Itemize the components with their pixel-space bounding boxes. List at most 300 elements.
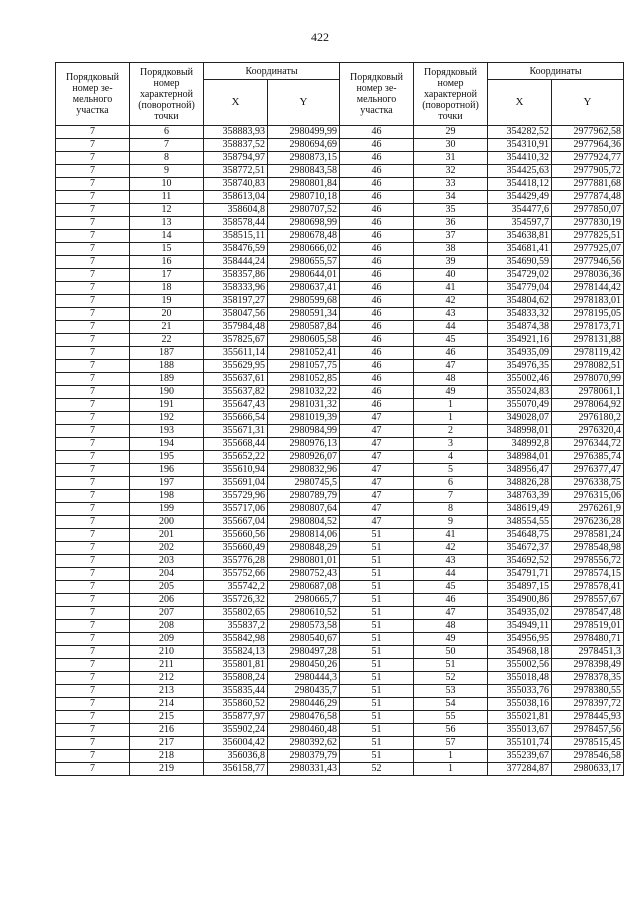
cell-land-no-right: 46	[340, 386, 414, 399]
cell-y-left: 2980446,29	[268, 698, 340, 711]
table-row	[56, 308, 624, 321]
cell-y-left: 2980665,7	[268, 594, 340, 607]
table-row	[56, 763, 624, 776]
cell-land-no-right: 51	[340, 633, 414, 646]
cell-y-left: 2980984,99	[268, 425, 340, 438]
cell-y-left: 2980379,79	[268, 750, 340, 763]
table-row	[56, 750, 624, 763]
cell-point-no-left: 7	[130, 139, 204, 152]
cell-y-right: 2978581,24	[552, 529, 624, 542]
cell-y-right: 2977964,36	[552, 139, 624, 152]
cell-point-no-right: 43	[414, 308, 488, 321]
cell-y-right: 2977925,07	[552, 243, 624, 256]
cell-point-no-left: 217	[130, 737, 204, 750]
cell-x-right: 355070,49	[488, 399, 552, 412]
cell-land-no-left: 7	[56, 711, 130, 724]
cell-x-left: 355902,24	[204, 724, 268, 737]
table-row	[56, 152, 624, 165]
cell-x-left: 358357,86	[204, 269, 268, 282]
cell-y-right: 2978195,05	[552, 308, 624, 321]
cell-land-no-right: 51	[340, 594, 414, 607]
cell-point-no-right: 34	[414, 191, 488, 204]
cell-x-right: 354648,75	[488, 529, 552, 542]
cell-x-left: 358794,97	[204, 152, 268, 165]
cell-point-no-right: 6	[414, 477, 488, 490]
table-body	[56, 126, 624, 776]
cell-land-no-left: 7	[56, 659, 130, 672]
cell-land-no-left: 7	[56, 724, 130, 737]
cell-y-right: 2977946,56	[552, 256, 624, 269]
header-x-left: X	[204, 80, 268, 126]
table-row	[56, 399, 624, 412]
cell-x-left: 355752,66	[204, 568, 268, 581]
cell-x-left: 355637,82	[204, 386, 268, 399]
cell-x-left: 356004,42	[204, 737, 268, 750]
cell-y-left: 2980610,52	[268, 607, 340, 620]
cell-x-right: 354690,59	[488, 256, 552, 269]
cell-x-left: 355776,28	[204, 555, 268, 568]
cell-y-left: 2980745,5	[268, 477, 340, 490]
cell-y-left: 2980444,3	[268, 672, 340, 685]
cell-y-left: 2980801,84	[268, 178, 340, 191]
cell-land-no-left: 7	[56, 334, 130, 347]
cell-y-right: 2978515,45	[552, 737, 624, 750]
cell-y-right: 2978548,98	[552, 542, 624, 555]
cell-y-right: 2978557,67	[552, 594, 624, 607]
cell-land-no-right: 51	[340, 620, 414, 633]
cell-land-no-left: 7	[56, 542, 130, 555]
cell-land-no-left: 7	[56, 308, 130, 321]
cell-x-left: 355666,54	[204, 412, 268, 425]
cell-land-no-left: 7	[56, 477, 130, 490]
cell-x-right: 354833,32	[488, 308, 552, 321]
cell-x-right: 355038,16	[488, 698, 552, 711]
cell-x-right: 354425,63	[488, 165, 552, 178]
cell-y-right: 2978082,51	[552, 360, 624, 373]
cell-x-left: 355667,04	[204, 516, 268, 529]
table-row	[56, 438, 624, 451]
cell-land-no-right: 47	[340, 412, 414, 425]
cell-point-no-left: 14	[130, 230, 204, 243]
cell-y-left: 2980807,64	[268, 503, 340, 516]
cell-land-no-left: 7	[56, 425, 130, 438]
cell-y-left: 2980573,58	[268, 620, 340, 633]
cell-y-left: 2980599,68	[268, 295, 340, 308]
cell-x-right: 355018,48	[488, 672, 552, 685]
cell-y-left: 2980644,01	[268, 269, 340, 282]
cell-x-left: 355835,44	[204, 685, 268, 698]
cell-point-no-right: 47	[414, 607, 488, 620]
cell-x-right: 354429,49	[488, 191, 552, 204]
cell-point-no-right: 1	[414, 412, 488, 425]
cell-point-no-left: 207	[130, 607, 204, 620]
cell-land-no-left: 7	[56, 490, 130, 503]
cell-x-right: 348984,01	[488, 451, 552, 464]
cell-x-right: 354779,04	[488, 282, 552, 295]
cell-point-no-right: 1	[414, 750, 488, 763]
cell-x-right: 354681,41	[488, 243, 552, 256]
cell-point-no-right: 56	[414, 724, 488, 737]
cell-x-left: 355610,94	[204, 464, 268, 477]
cell-y-left: 2981052,85	[268, 373, 340, 386]
cell-land-no-left: 7	[56, 503, 130, 516]
header-point-no-right: Порядковый номер характерной (поворотной) точки	[414, 63, 488, 126]
cell-y-right: 2978398,49	[552, 659, 624, 672]
cell-point-no-left: 213	[130, 685, 204, 698]
cell-y-right: 2978144,42	[552, 282, 624, 295]
cell-land-no-left: 7	[56, 646, 130, 659]
cell-point-no-left: 218	[130, 750, 204, 763]
cell-y-right: 2978519,01	[552, 620, 624, 633]
cell-y-left: 2980605,58	[268, 334, 340, 347]
cell-point-no-left: 201	[130, 529, 204, 542]
cell-point-no-right: 53	[414, 685, 488, 698]
table-row	[56, 334, 624, 347]
cell-x-left: 355742,2	[204, 581, 268, 594]
cell-land-no-right: 46	[340, 373, 414, 386]
header-y-right: Y	[552, 80, 624, 126]
cell-point-no-right: 1	[414, 399, 488, 412]
cell-x-right: 377284,87	[488, 763, 552, 776]
cell-y-right: 2976377,47	[552, 464, 624, 477]
cell-x-right: 355002,46	[488, 373, 552, 386]
table-row	[56, 685, 624, 698]
cell-x-right: 348956,47	[488, 464, 552, 477]
table-row	[56, 321, 624, 334]
cell-point-no-left: 18	[130, 282, 204, 295]
cell-point-no-right: 42	[414, 295, 488, 308]
cell-point-no-right: 9	[414, 516, 488, 529]
cell-point-no-left: 219	[130, 763, 204, 776]
cell-point-no-left: 191	[130, 399, 204, 412]
cell-land-no-left: 7	[56, 555, 130, 568]
cell-y-right: 2978445,93	[552, 711, 624, 724]
cell-point-no-right: 39	[414, 256, 488, 269]
cell-x-right: 354804,62	[488, 295, 552, 308]
cell-y-right: 2976315,06	[552, 490, 624, 503]
cell-land-no-right: 46	[340, 269, 414, 282]
cell-x-left: 358476,59	[204, 243, 268, 256]
cell-land-no-right: 46	[340, 178, 414, 191]
table-row	[56, 243, 624, 256]
cell-point-no-right: 48	[414, 373, 488, 386]
cell-point-no-left: 21	[130, 321, 204, 334]
cell-land-no-left: 7	[56, 360, 130, 373]
cell-y-left: 2981031,32	[268, 399, 340, 412]
cell-land-no-left: 7	[56, 451, 130, 464]
cell-x-left: 358604,8	[204, 204, 268, 217]
cell-y-left: 2980814,06	[268, 529, 340, 542]
cell-x-right: 354282,52	[488, 126, 552, 139]
cell-y-left: 2980698,99	[268, 217, 340, 230]
table-row	[56, 529, 624, 542]
table-row	[56, 230, 624, 243]
cell-x-right: 354692,52	[488, 555, 552, 568]
cell-y-left: 2980926,07	[268, 451, 340, 464]
cell-x-right: 348998,01	[488, 425, 552, 438]
cell-land-no-right: 51	[340, 646, 414, 659]
table-row	[56, 425, 624, 438]
cell-x-right: 349028,07	[488, 412, 552, 425]
cell-point-no-right: 48	[414, 620, 488, 633]
table-row	[56, 139, 624, 152]
cell-x-left: 358837,52	[204, 139, 268, 152]
cell-point-no-left: 202	[130, 542, 204, 555]
cell-x-left: 355611,14	[204, 347, 268, 360]
cell-land-no-right: 47	[340, 425, 414, 438]
cell-point-no-right: 5	[414, 464, 488, 477]
cell-point-no-right: 54	[414, 698, 488, 711]
cell-point-no-right: 33	[414, 178, 488, 191]
cell-x-left: 358333,96	[204, 282, 268, 295]
cell-land-no-left: 7	[56, 347, 130, 360]
cell-point-no-right: 45	[414, 581, 488, 594]
cell-land-no-right: 46	[340, 334, 414, 347]
cell-land-no-right: 46	[340, 308, 414, 321]
cell-x-left: 355837,2	[204, 620, 268, 633]
cell-point-no-right: 41	[414, 529, 488, 542]
cell-x-left: 355877,97	[204, 711, 268, 724]
cell-point-no-left: 192	[130, 412, 204, 425]
cell-y-right: 2977881,68	[552, 178, 624, 191]
cell-x-left: 355668,44	[204, 438, 268, 451]
cell-point-no-left: 197	[130, 477, 204, 490]
cell-y-left: 2980848,29	[268, 542, 340, 555]
cell-land-no-left: 7	[56, 386, 130, 399]
cell-x-left: 355801,81	[204, 659, 268, 672]
cell-y-right: 2977905,72	[552, 165, 624, 178]
cell-land-no-right: 51	[340, 581, 414, 594]
cell-land-no-left: 7	[56, 139, 130, 152]
cell-x-right: 354956,95	[488, 633, 552, 646]
cell-y-left: 2980976,13	[268, 438, 340, 451]
cell-x-right: 354310,91	[488, 139, 552, 152]
cell-land-no-left: 7	[56, 737, 130, 750]
cell-y-left: 2981057,75	[268, 360, 340, 373]
cell-point-no-left: 193	[130, 425, 204, 438]
cell-land-no-right: 47	[340, 516, 414, 529]
cell-x-left: 355647,43	[204, 399, 268, 412]
cell-land-no-left: 7	[56, 581, 130, 594]
header-land-no-left: Порядковый номер зе-мельного участка	[56, 63, 130, 126]
table-row	[56, 581, 624, 594]
table-row	[56, 737, 624, 750]
cell-y-left: 2980694,69	[268, 139, 340, 152]
table-row	[56, 191, 624, 204]
cell-land-no-left: 7	[56, 438, 130, 451]
cell-x-left: 358047,56	[204, 308, 268, 321]
cell-point-no-left: 214	[130, 698, 204, 711]
cell-x-left: 355726,32	[204, 594, 268, 607]
cell-land-no-left: 7	[56, 698, 130, 711]
table-row	[56, 347, 624, 360]
cell-y-right: 2978578,41	[552, 581, 624, 594]
cell-point-no-left: 6	[130, 126, 204, 139]
cell-x-left: 358883,93	[204, 126, 268, 139]
cell-y-left: 2980476,58	[268, 711, 340, 724]
cell-land-no-right: 51	[340, 711, 414, 724]
cell-land-no-right: 46	[340, 282, 414, 295]
table-row	[56, 282, 624, 295]
cell-land-no-left: 7	[56, 126, 130, 139]
cell-x-left: 358444,24	[204, 256, 268, 269]
table-row	[56, 659, 624, 672]
cell-point-no-left: 11	[130, 191, 204, 204]
cell-point-no-right: 35	[414, 204, 488, 217]
cell-point-no-left: 199	[130, 503, 204, 516]
cell-y-right: 2978061,1	[552, 386, 624, 399]
cell-x-right: 354672,37	[488, 542, 552, 555]
cell-point-no-left: 198	[130, 490, 204, 503]
cell-x-left: 355637,61	[204, 373, 268, 386]
table-row	[56, 477, 624, 490]
cell-land-no-right: 46	[340, 295, 414, 308]
cell-x-left: 358740,83	[204, 178, 268, 191]
cell-point-no-right: 30	[414, 139, 488, 152]
coordinates-table	[55, 62, 624, 776]
cell-land-no-left: 7	[56, 594, 130, 607]
cell-land-no-right: 46	[340, 360, 414, 373]
cell-point-no-right: 40	[414, 269, 488, 282]
cell-land-no-left: 7	[56, 230, 130, 243]
cell-x-left: 358197,27	[204, 295, 268, 308]
cell-land-no-right: 51	[340, 698, 414, 711]
cell-y-left: 2980499,99	[268, 126, 340, 139]
cell-land-no-left: 7	[56, 256, 130, 269]
cell-y-left: 2980710,18	[268, 191, 340, 204]
cell-point-no-right: 32	[414, 165, 488, 178]
cell-x-right: 354410,32	[488, 152, 552, 165]
cell-land-no-left: 7	[56, 217, 130, 230]
cell-x-right: 355021,81	[488, 711, 552, 724]
cell-point-no-left: 190	[130, 386, 204, 399]
cell-x-left: 356158,77	[204, 763, 268, 776]
cell-y-right: 2978457,56	[552, 724, 624, 737]
cell-point-no-left: 212	[130, 672, 204, 685]
cell-land-no-right: 51	[340, 607, 414, 620]
cell-point-no-right: 36	[414, 217, 488, 230]
cell-point-no-left: 188	[130, 360, 204, 373]
cell-point-no-left: 215	[130, 711, 204, 724]
cell-y-right: 2976338,75	[552, 477, 624, 490]
header-y-left: Y	[268, 80, 340, 126]
cell-y-left: 2980832,96	[268, 464, 340, 477]
cell-x-left: 355717,06	[204, 503, 268, 516]
cell-y-left: 2980331,43	[268, 763, 340, 776]
cell-x-right: 355101,74	[488, 737, 552, 750]
cell-point-no-right: 4	[414, 451, 488, 464]
cell-land-no-right: 46	[340, 347, 414, 360]
cell-point-no-left: 19	[130, 295, 204, 308]
cell-land-no-right: 46	[340, 256, 414, 269]
cell-land-no-right: 51	[340, 542, 414, 555]
cell-point-no-right: 38	[414, 243, 488, 256]
cell-land-no-right: 47	[340, 503, 414, 516]
cell-x-left: 355824,13	[204, 646, 268, 659]
table-row	[56, 217, 624, 230]
cell-point-no-left: 22	[130, 334, 204, 347]
cell-point-no-right: 44	[414, 568, 488, 581]
table-row	[56, 360, 624, 373]
cell-y-right: 2977962,58	[552, 126, 624, 139]
table-row	[56, 646, 624, 659]
cell-point-no-left: 17	[130, 269, 204, 282]
cell-land-no-left: 7	[56, 464, 130, 477]
cell-point-no-left: 206	[130, 594, 204, 607]
cell-y-right: 2976385,74	[552, 451, 624, 464]
cell-land-no-right: 47	[340, 490, 414, 503]
cell-point-no-right: 29	[414, 126, 488, 139]
cell-land-no-left: 7	[56, 269, 130, 282]
cell-point-no-right: 49	[414, 386, 488, 399]
cell-point-no-right: 7	[414, 490, 488, 503]
cell-land-no-left: 7	[56, 321, 130, 334]
cell-x-right: 355013,67	[488, 724, 552, 737]
cell-land-no-right: 51	[340, 659, 414, 672]
table-row	[56, 516, 624, 529]
cell-point-no-right: 47	[414, 360, 488, 373]
header-point-no-left: Порядковый номер характерной (поворотной) точки	[130, 63, 204, 126]
header-coords-right: Координаты	[488, 63, 624, 80]
table-row	[56, 698, 624, 711]
cell-y-left: 2980804,52	[268, 516, 340, 529]
cell-y-left: 2981032,22	[268, 386, 340, 399]
cell-y-left: 2980687,08	[268, 581, 340, 594]
cell-land-no-right: 51	[340, 529, 414, 542]
cell-y-left: 2980707,52	[268, 204, 340, 217]
cell-land-no-right: 46	[340, 399, 414, 412]
cell-y-left: 2980843,58	[268, 165, 340, 178]
cell-point-no-right: 43	[414, 555, 488, 568]
cell-y-left: 2980392,62	[268, 737, 340, 750]
cell-land-no-left: 7	[56, 633, 130, 646]
cell-point-no-right: 8	[414, 503, 488, 516]
cell-point-no-left: 12	[130, 204, 204, 217]
table-row	[56, 672, 624, 685]
cell-y-right: 2977874,48	[552, 191, 624, 204]
header-coords-left: Координаты	[204, 63, 340, 80]
cell-y-right: 2977924,77	[552, 152, 624, 165]
table-row	[56, 269, 624, 282]
cell-point-no-left: 15	[130, 243, 204, 256]
header-land-no-right: Порядковый номер зе-мельного участка	[340, 63, 414, 126]
cell-land-no-left: 7	[56, 750, 130, 763]
cell-land-no-left: 7	[56, 204, 130, 217]
cell-y-right: 2976344,72	[552, 438, 624, 451]
cell-land-no-left: 7	[56, 191, 130, 204]
cell-x-right: 348992,8	[488, 438, 552, 451]
cell-point-no-right: 49	[414, 633, 488, 646]
cell-x-right: 355024,83	[488, 386, 552, 399]
cell-point-no-right: 57	[414, 737, 488, 750]
cell-land-no-right: 47	[340, 451, 414, 464]
cell-y-right: 2978131,88	[552, 334, 624, 347]
cell-point-no-left: 204	[130, 568, 204, 581]
cell-point-no-left: 20	[130, 308, 204, 321]
cell-land-no-right: 51	[340, 737, 414, 750]
page-number: 422	[311, 30, 329, 44]
cell-y-right: 2978070,99	[552, 373, 624, 386]
cell-y-left: 2980752,43	[268, 568, 340, 581]
cell-point-no-left: 216	[130, 724, 204, 737]
cell-y-right: 2976320,4	[552, 425, 624, 438]
cell-point-no-right: 37	[414, 230, 488, 243]
table-row	[56, 256, 624, 269]
cell-point-no-left: 13	[130, 217, 204, 230]
cell-land-no-right: 51	[340, 555, 414, 568]
cell-x-left: 355842,98	[204, 633, 268, 646]
cell-x-left: 358515,11	[204, 230, 268, 243]
